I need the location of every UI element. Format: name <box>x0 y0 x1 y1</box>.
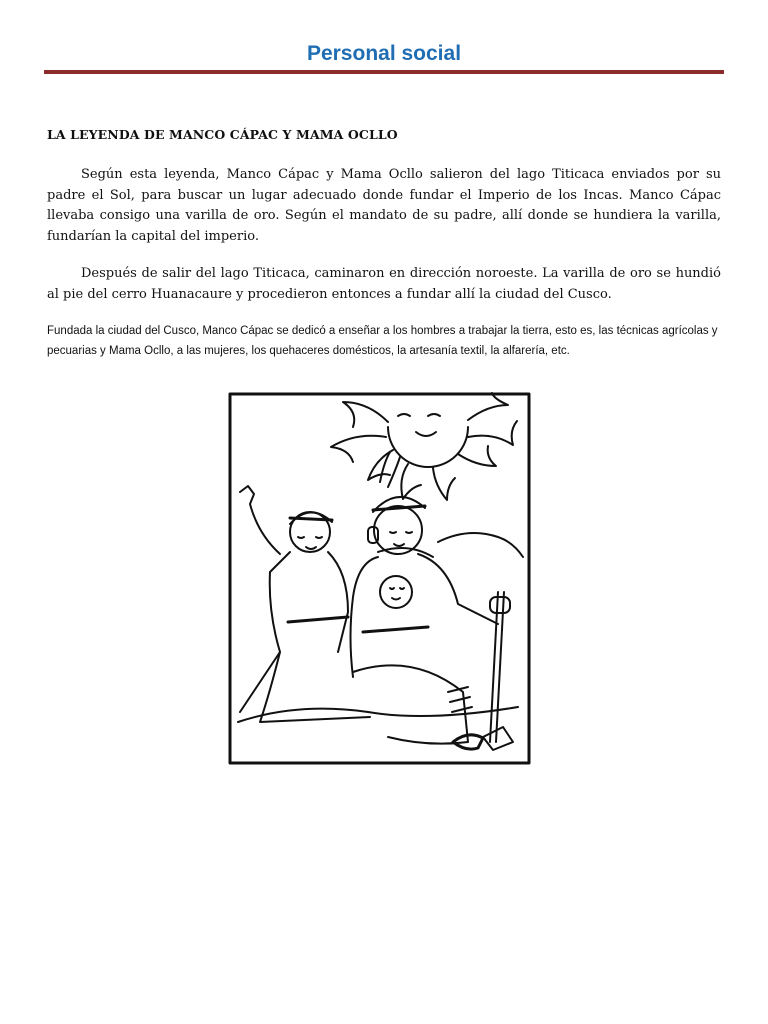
illustration-frame <box>230 394 529 763</box>
rock <box>483 727 513 750</box>
page-title: Personal social <box>306 42 462 65</box>
manco-capac-mama-ocllo-illustration <box>228 392 531 765</box>
paragraph-1: Según esta leyenda, Manco Cápac y Mama Ocllo salieron del lago Titicaca enviados por su padre el Sol, para buscar un lugar adecuado donde fundar el Imperio de los Incas. Manco Cápac llevaba consigo una varilla de oro. Según el mandato de su padre, allí donde se hundiera la varilla, fundarían la capital del imperio. <box>47 167 721 244</box>
manco-capac-figure <box>351 452 499 749</box>
document-heading: LA LEYENDA DE MANCO CÁPAC Y MAMA OCLLO <box>47 127 398 142</box>
sun-icon <box>331 393 517 500</box>
header-divider <box>44 70 724 74</box>
hand <box>490 597 510 613</box>
paragraph-2: Después de salir del lago Titicaca, caminaron en dirección noroeste. La varilla de oro se hundió al pie del cerro Huanacaure y procedieron entonces a fundar allí la ciudad del Cusco. <box>47 266 721 302</box>
mama-ocllo-figure <box>240 486 370 722</box>
paragraph-3: Fundada la ciudad del Cusco, Manco Cápac se dedicó a enseñar a los hombres a trabajar la tierra, esto es, las técnicas agrícolas y pecuarias y Mama Ocllo, a las mujeres, los quehaceres domésticos, la artesanía textil, la alfarería, etc. <box>47 325 718 357</box>
ground <box>238 707 518 722</box>
hill <box>438 533 523 557</box>
golden-rod <box>490 592 504 742</box>
